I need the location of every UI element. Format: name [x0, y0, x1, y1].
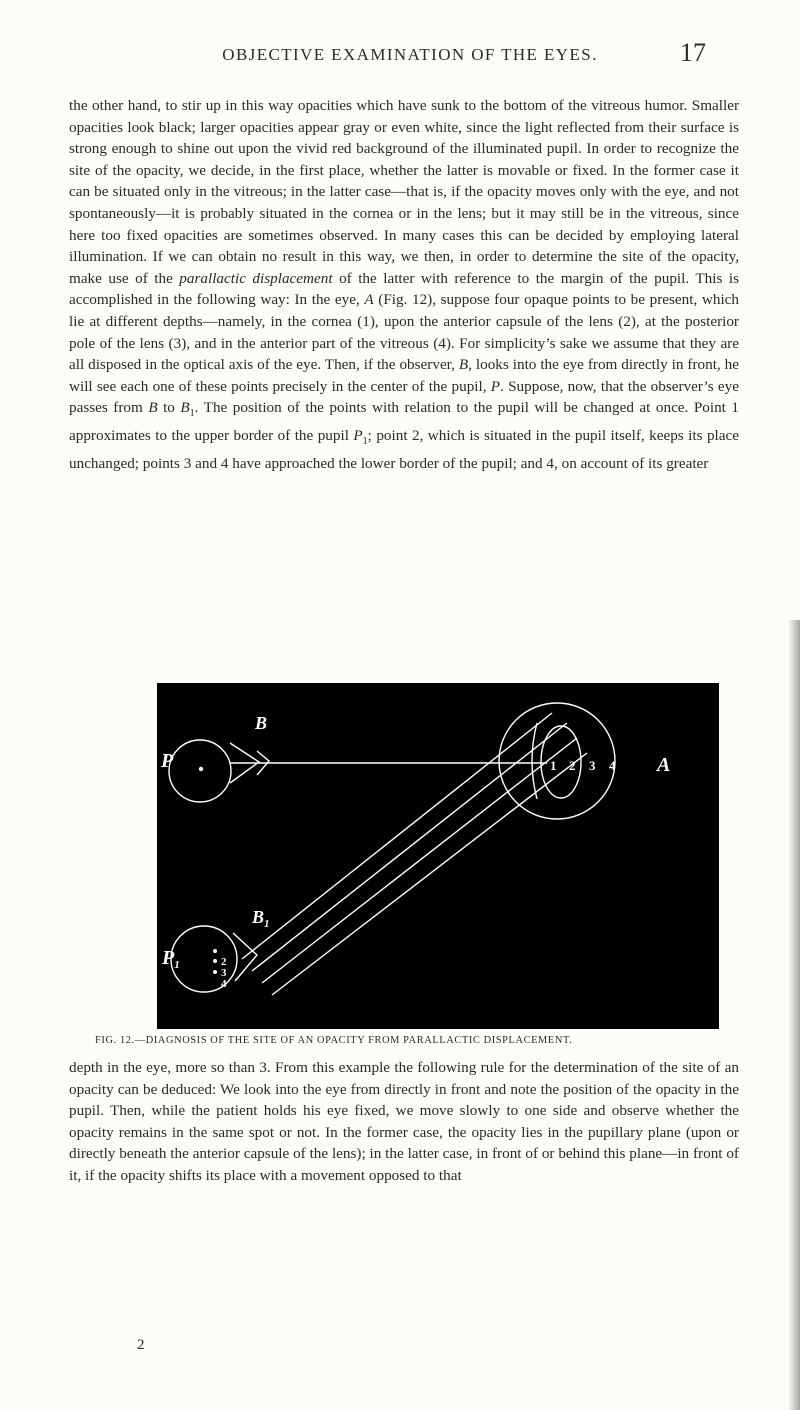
- label-point-3-small: 3: [221, 967, 227, 979]
- paragraph-1-run: B: [148, 399, 158, 417]
- paragraph-1-run: to: [157, 399, 181, 417]
- paragraph-1-run: 1: [189, 408, 195, 420]
- eye-A-outline: [499, 703, 615, 819]
- running-header: OBJECTIVE EXAMINATION OF THE EYES.: [222, 45, 598, 64]
- label-B: B: [255, 713, 268, 733]
- paragraph-1-run: B: [458, 356, 469, 374]
- point-1-P1: [213, 949, 217, 953]
- paragraph-1-run: of the latter with reference to the margin of the pupil. This is accomplished in the following way: In the eye,: [69, 269, 739, 309]
- label-A: A: [657, 754, 671, 776]
- parallax-diagram: [157, 683, 719, 1029]
- label-point-4: 4: [609, 758, 616, 773]
- cornea-curve: [532, 723, 537, 799]
- paragraph-1-run: ; point 2, which is situated in the pupil itself, keeps its place unchanged; points 3 and 4 have approached the lower border of the pupil; and 4, on account of its greater: [69, 426, 739, 472]
- paragraph-1-run: . Suppose, now, that the observer’s eye passes from: [69, 377, 739, 417]
- ray-line-4: [272, 753, 587, 995]
- ray-line-2: [252, 723, 567, 971]
- point-3-P1: [213, 970, 217, 974]
- label-point-2: 2: [569, 758, 576, 773]
- signature-mark: 2: [137, 1337, 145, 1353]
- pupil-P1-outline: [171, 926, 237, 992]
- paragraph-1-run: 1: [362, 435, 368, 447]
- figure-caption: FIG. 12.—DIAGNOSIS OF THE SITE OF AN OPACITY FROM PARALLACTIC DISPLACEMENT.: [95, 1035, 573, 1046]
- paragraph-1-run: P: [490, 377, 501, 395]
- paragraph-1-run: P: [353, 426, 363, 444]
- paragraph-1-run: , looks into the eye from directly in front, he will see each one of these points precisely in the center of the pupil,: [69, 356, 739, 395]
- label-point-2-small: 2: [221, 956, 227, 968]
- paragraph-1-run: the other hand, to stir up in this way opacities which have sunk to the bottom of the vitreous humor. Smaller opacities look black; larger opacities appear gray or even white, since the light reflected from their surface is strong enough to shine out upon the vivid red background of the illuminated pupil. In order to recognize the site of the opacity, we decide, in the first place, whether the latter is movable or fixed. In the former case it can be situated only in the vitreous; in the latter case—that is, if the opacity moves only with the eye, and not spontaneously—it is probably situated in the cornea or in the lens; but it may still be in the vitreous, since here too fixed opacities are sometimes observed. In many cases this can be decided by employing lateral illumination. If we can obtain no result in this way, we then, in order to determine the site of the opacity, make use of the: [69, 97, 739, 287]
- ray-line-1: [242, 713, 552, 959]
- point-center-P: [199, 767, 203, 771]
- paragraph-1-run: . The position of the points with relation to the pupil will be changed at once. Point 1 approximates to the upper border of the pupil: [69, 399, 739, 444]
- paragraph-2: depth in the eye, more so than 3. From this example the following rule for the determination of the site of an opacity can be deduced: We look into the eye from directly in front and note the position of the opacity in the pupil. Then, while the patient holds his eye fixed, we move slowly to one side and observe whether the opacity remains in the same spot or not. In the former case, the opacity lies in the pupillary plane (upon or directly beneath the anterior capsule of the lens); in the latter case, in front of or behind this plane—in front of it, if the opacity shifts its place with a movement opposed to that: [69, 1059, 739, 1184]
- figure-12: [157, 683, 719, 1029]
- ray-line-3: [262, 738, 577, 983]
- paragraph-1-run: (Fig. 12), suppose four opaque points to be present, which lie at different depths—namely, in the cornea (1), upon the anterior capsule of the lens (2), at the posterior pole of the lens (3), and in the anterior part of the vitreous (4). For simplicity’s sake we assume that they are all disposed in the optical axis of the eye. Then, if the observer,: [69, 291, 739, 374]
- label-P1: $P_1$: [162, 947, 180, 971]
- label-B1: $B_1$: [252, 907, 270, 930]
- label-point-4-small: 4: [221, 978, 227, 990]
- pupil-P-outline: [169, 740, 231, 802]
- label-P: P: [161, 750, 174, 772]
- page-number: 17: [680, 38, 706, 67]
- paragraph-1-run: B: [180, 399, 190, 417]
- point-2-P1: [213, 959, 217, 963]
- paragraph-1: [69, 95, 739, 474]
- page-edge-shadow: [788, 620, 800, 1410]
- paragraph-1-run: parallactic displacement: [179, 269, 333, 287]
- label-point-3: 3: [589, 758, 596, 773]
- label-point-1: 1: [550, 758, 557, 773]
- paragraph-1-run: A: [364, 291, 374, 309]
